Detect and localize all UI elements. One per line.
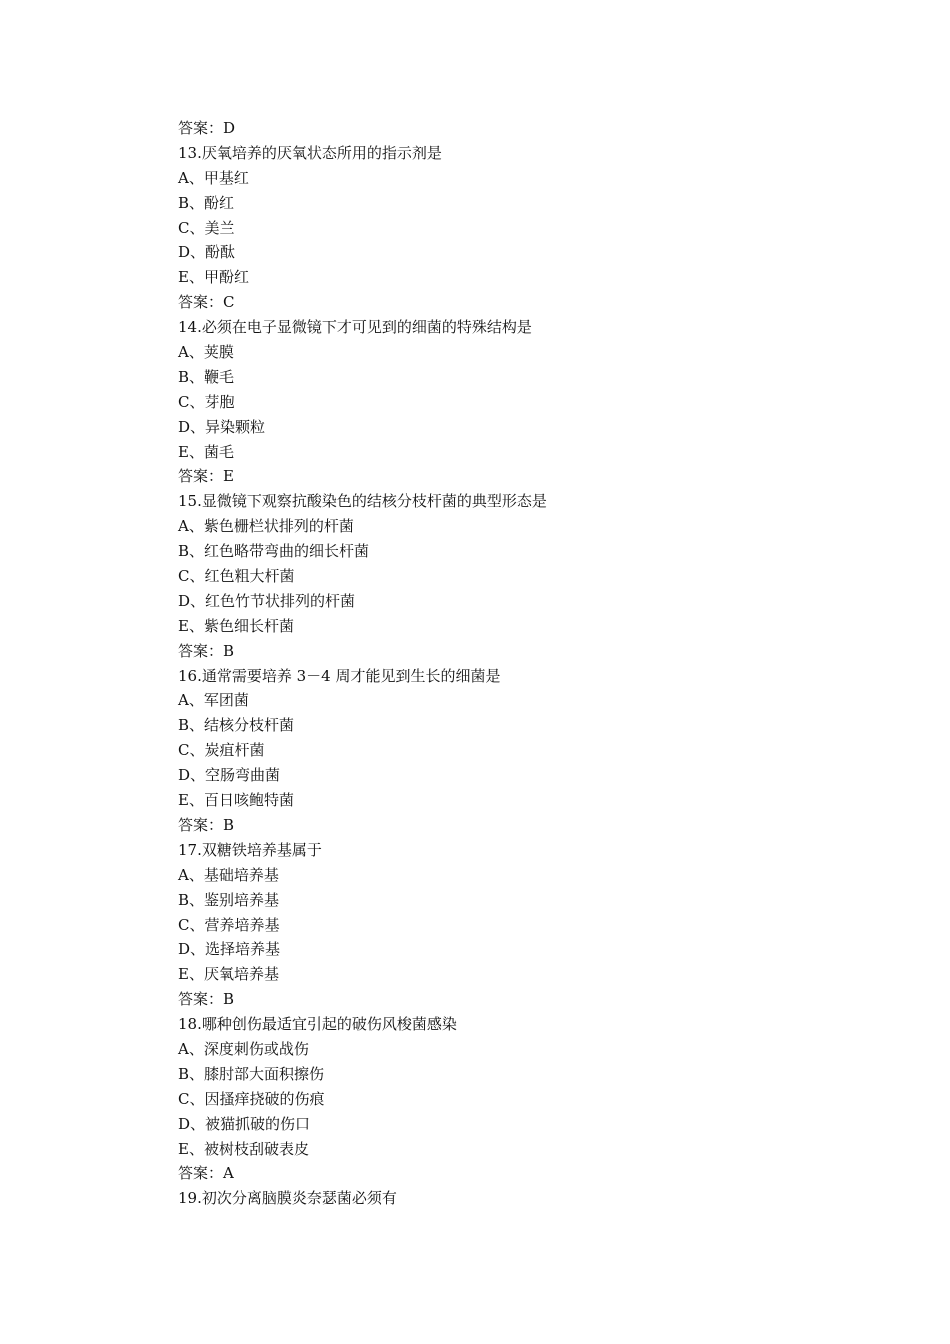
option-c: C、美兰 — [178, 218, 235, 237]
question-list — [178, 116, 878, 1211]
option-b: B、鉴别培养基 — [178, 890, 280, 909]
question-16: 16.通常需要培养 3－4 周才能见到生长的细菌是 — [178, 666, 501, 685]
option-e: E、菌毛 — [178, 442, 234, 461]
option-e: E、被树枝刮破表皮 — [178, 1139, 309, 1158]
question-15: 15.显微镜下观察抗酸染色的结核分枝杆菌的典型形态是 — [178, 492, 547, 511]
option-d: D、被猫抓破的伤口 — [178, 1114, 311, 1133]
option-c: C、红色粗大杆菌 — [178, 567, 295, 586]
option-b: B、酚红 — [178, 193, 235, 212]
answer-line: 答案：A — [178, 1164, 234, 1183]
option-c: C、炭疽杆菌 — [178, 741, 265, 760]
option-a: A、军团菌 — [178, 691, 249, 710]
answer-line: 答案：B — [178, 990, 235, 1009]
question-19: 19.初次分离脑膜炎奈瑟菌必须有 — [178, 1189, 397, 1208]
option-d: D、红色竹节状排列的杆菌 — [178, 591, 356, 610]
option-b: B、膝肘部大面积擦伤 — [178, 1064, 325, 1083]
option-d: D、选择培养基 — [178, 940, 281, 959]
option-a: A、甲基红 — [178, 168, 249, 187]
option-d: D、空肠弯曲菌 — [178, 766, 281, 785]
question-14: 14.必须在电子显微镜下才可见到的细菌的特殊结构是 — [178, 318, 532, 337]
answer-line: 答案：E — [178, 467, 234, 486]
answer-line: 答案：D — [178, 119, 236, 137]
option-b: B、鞭毛 — [178, 367, 235, 386]
option-a: A、基础培养基 — [178, 865, 279, 884]
option-e: E、甲酚红 — [178, 268, 249, 287]
option-e: E、百日咳鲍特菌 — [178, 791, 294, 810]
option-a: A、紫色栅栏状排列的杆菌 — [178, 517, 354, 536]
question-13: 13.厌氧培养的厌氧状态所用的指示剂是 — [178, 143, 442, 162]
option-d: D、异染颗粒 — [178, 417, 266, 436]
option-c: C、芽胞 — [178, 392, 235, 411]
question-18: 18.哪种创伤最适宜引起的破伤风梭菌感染 — [178, 1015, 457, 1034]
option-e: E、厌氧培养基 — [178, 965, 279, 984]
option-c: C、营养培养基 — [178, 915, 280, 934]
option-e: E、紫色细长杆菌 — [178, 616, 294, 635]
option-a: A、深度刺伤或战伤 — [178, 1039, 309, 1058]
option-d: D、酚酞 — [178, 243, 236, 262]
answer-line: 答案：B — [178, 815, 235, 834]
question-17: 17.双糖铁培养基属于 — [178, 840, 322, 859]
option-b: B、红色略带弯曲的细长杆菌 — [178, 542, 370, 561]
option-b: B、结核分枝杆菌 — [178, 716, 295, 735]
option-a: A、荚膜 — [178, 343, 234, 362]
option-c: C、因搔痒挠破的伤痕 — [178, 1089, 325, 1108]
answer-line: 答案：B — [178, 641, 235, 660]
answer-line: 答案：C — [178, 293, 235, 312]
